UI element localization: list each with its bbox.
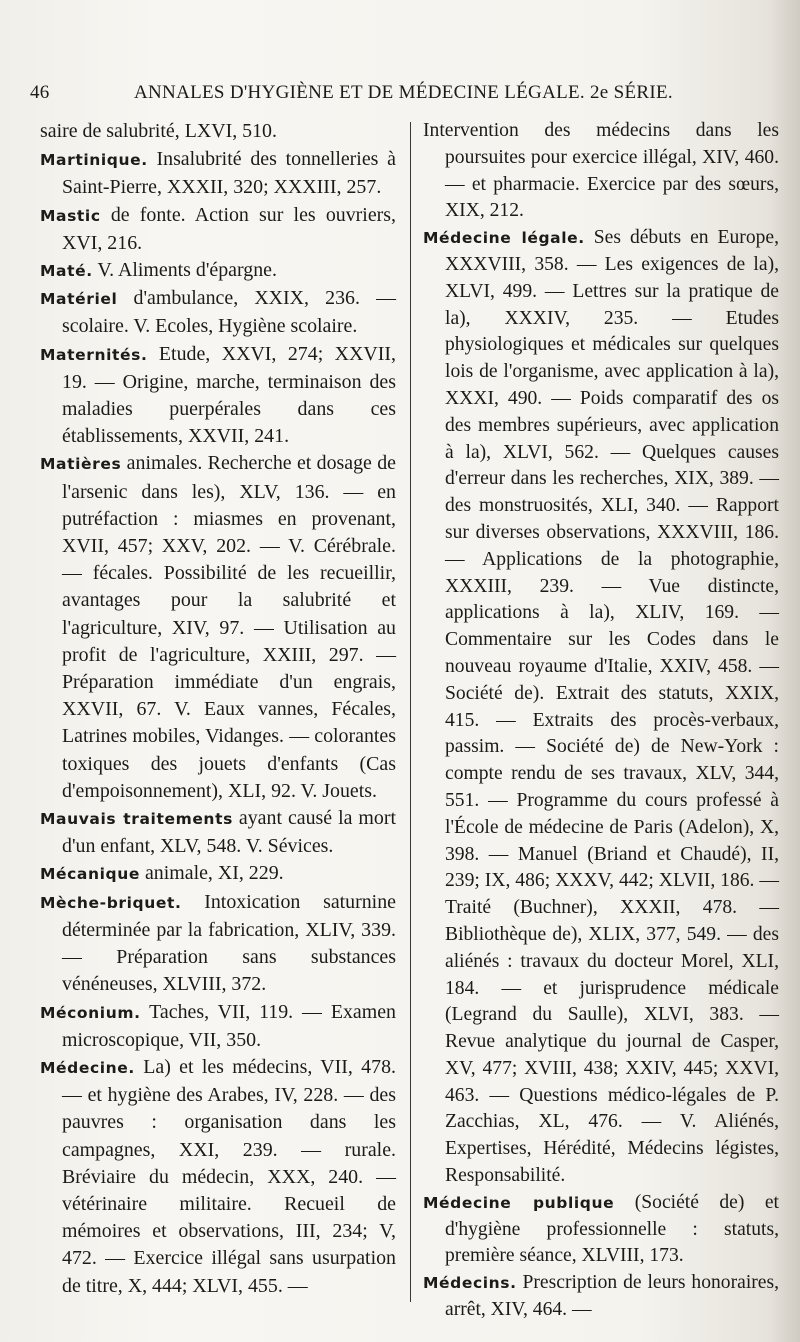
entry-text: ayant causé la mort d'un enfant, XLV, 548. V. Sévices. xyxy=(62,807,396,858)
index-entry xyxy=(40,146,396,201)
entry-heading: Maté. xyxy=(40,262,93,281)
right-column xyxy=(423,118,779,1324)
index-entry xyxy=(40,889,396,999)
entry-text: Taches, VII, 119. — Examen microscopique, VII, 350. xyxy=(62,1000,396,1051)
index-entry xyxy=(40,999,396,1054)
entry-heading: Matériel xyxy=(40,290,118,309)
entry-text: Insalubrité des tonnelleries à Saint-Pierre, XXXII, 320; XXXIII, 257. xyxy=(62,148,396,199)
index-entry xyxy=(40,450,396,805)
index-entry xyxy=(40,805,396,860)
entry-text: animales. Recherche et dosage de l'arsenic dans les), XLV, 136. — en putréfaction : miasmes en provenant, XVII, 457; XXV, 202. — V. Cérébrale. — fécales. Possibilité de les recueillir, avantages pour la salubrité et l'agriculture, XIV, 97. — Utilisation au profit de l'agriculture, XXIII, 297. — Préparation immédiate d'un engrais, XXVII, 67. V. Eaux vannes, Fécales, Latrines mobiles, Vidanges. — colorantes toxiques des jouets d'enfants (Cas d'empoisonnement), XLI, 92. V. Jouets. xyxy=(62,452,397,802)
entry-text: V. Aliments d'épargne. xyxy=(97,259,277,282)
index-entry xyxy=(40,1054,396,1300)
entry-text: (Société de) et d'hygiène professionnelle : statuts, première séance, XLVIII, 173. xyxy=(445,1191,779,1267)
entry-text: La) et les médecins, VII, 478. — et hygiène des Arabes, IV, 228. — des pauvres : organisation dans les campagnes, XXI, 239. — rurale. Bréviaire du médecin, XXX, 240. — vétérinaire militaire. Recueil de mémoires et observations, III, 234; V, 472. — Exercice illégal sans usurpation de titre, X, 444; XLVI, 455. — xyxy=(62,1055,396,1297)
entry-text: Prescription de leurs honoraires, arrêt, XIV, 464. — xyxy=(445,1272,780,1321)
entry-heading: Mèche-briquet. xyxy=(40,893,182,912)
entry-text: Etude, XXVI, 274; XXVII, 19. — Origine, marche, terminaison des maladies puerpérales dans ces établissements, XXVII, 241. xyxy=(62,342,396,448)
entry-text: Intoxication saturnine déterminée par la fabrication, XLIV, 339. — Préparation sans substances vénéneuses, XLVIII, 372. xyxy=(62,890,396,996)
entry-text: Ses débuts en Europe, XXXVIII, 358. — Les exigences de la), XLVI, 499. — Lettres sur la pratique de la), XXXIV, 235. — Etudes physiologiques et médicales sur quelques lois de l'organisme, avec application à la), XXXI, 490. — Poids comparatif des os des membres supérieurs, avec application à la), XLVI, 562. — Quelques causes d'erreur dans les recherches, XIX, 389. — des monstruosités, XLI, 340. — Rapport sur diverses observations, XXXVIII, 186. — Applications de la photographie, XXXIII, 239. — Vue distincte, applications à la), XLIV, 169. — Commentaire sur les Codes dans le nouveau royaume d'Italie, XXIV, 458. — Société de). Extrait des statuts, XXIX, 415. — Extraits des procès-verbaux, passim. — Société de) de New-York : compte rendu de ses travaux, XLV, 344, 551. — Programme du cours professé à l'École de médecine de Paris (Adelon), X, 398. — Manuel (Briand et Chaudé), II, 239; IX, 486; XXXV, 442; XLVII, 186. — Traité (Buchner), XXXII, 478. — Bibliothèque de), XLIX, 377, 549. — des aliénés : travaux du docteur Morel, XLI, 184. — et jurisprudence médicale (Legrand du Saulle), XLVI, 383. — Revue analytique du journal de Casper, XV, 477; XVIII, 438; XXIV, 445; XXVI, 463. — Questions médico-légales de P. Zacchias, XL, 476. — V. Aliénés, Expertises, Hérédité, Médecins légistes, Responsabilité. xyxy=(445,227,780,1187)
page-number: 46 xyxy=(30,82,50,103)
entry-heading: Mauvais traitements xyxy=(40,810,233,829)
entry-heading: Médecins. xyxy=(423,1274,517,1293)
entry-heading: Maternités. xyxy=(40,345,148,364)
index-entry: saire de salubrité, LXVI, 510. xyxy=(40,120,277,142)
index-entry xyxy=(40,257,396,285)
entry-text: animale, XI, 229. xyxy=(144,862,284,885)
index-entry xyxy=(40,860,396,888)
index-entry xyxy=(40,341,396,451)
entry-heading: Mécanique xyxy=(40,865,140,884)
entry-heading: Médecine légale. xyxy=(423,229,585,248)
index-entry xyxy=(423,1270,779,1324)
entry-heading: Médecine. xyxy=(40,1058,135,1077)
index-entry xyxy=(423,1190,779,1270)
entry-heading: Matières xyxy=(40,455,122,474)
running-title: ANNALES D'HYGIÈNE ET DE MÉDECINE LÉGALE. 2e SÉRIE. xyxy=(134,82,673,103)
entry-heading: Mastic xyxy=(40,206,101,225)
entry-heading: Médecine publique xyxy=(423,1193,615,1212)
index-entry: Intervention des médecins dans les poursuites pour exercice illégal, XIV, 460. — et pharmacie. Exercice par des sœurs, XIX, 212. xyxy=(423,120,779,222)
left-column xyxy=(40,118,396,1300)
index-entry xyxy=(40,285,396,340)
index-entry xyxy=(423,225,779,1190)
entry-text: de fonte. Action sur les ouvriers, XVI, 216. xyxy=(62,203,396,254)
entry-text: d'ambulance, XXIX, 236. — scolaire. V. Ecoles, Hygiène scolaire. xyxy=(62,287,396,338)
page-header xyxy=(30,82,770,110)
index-entry xyxy=(40,202,396,257)
column-divider xyxy=(410,122,411,1302)
entry-heading: Méconium. xyxy=(40,1003,141,1022)
entry-heading: Martinique. xyxy=(40,151,148,170)
